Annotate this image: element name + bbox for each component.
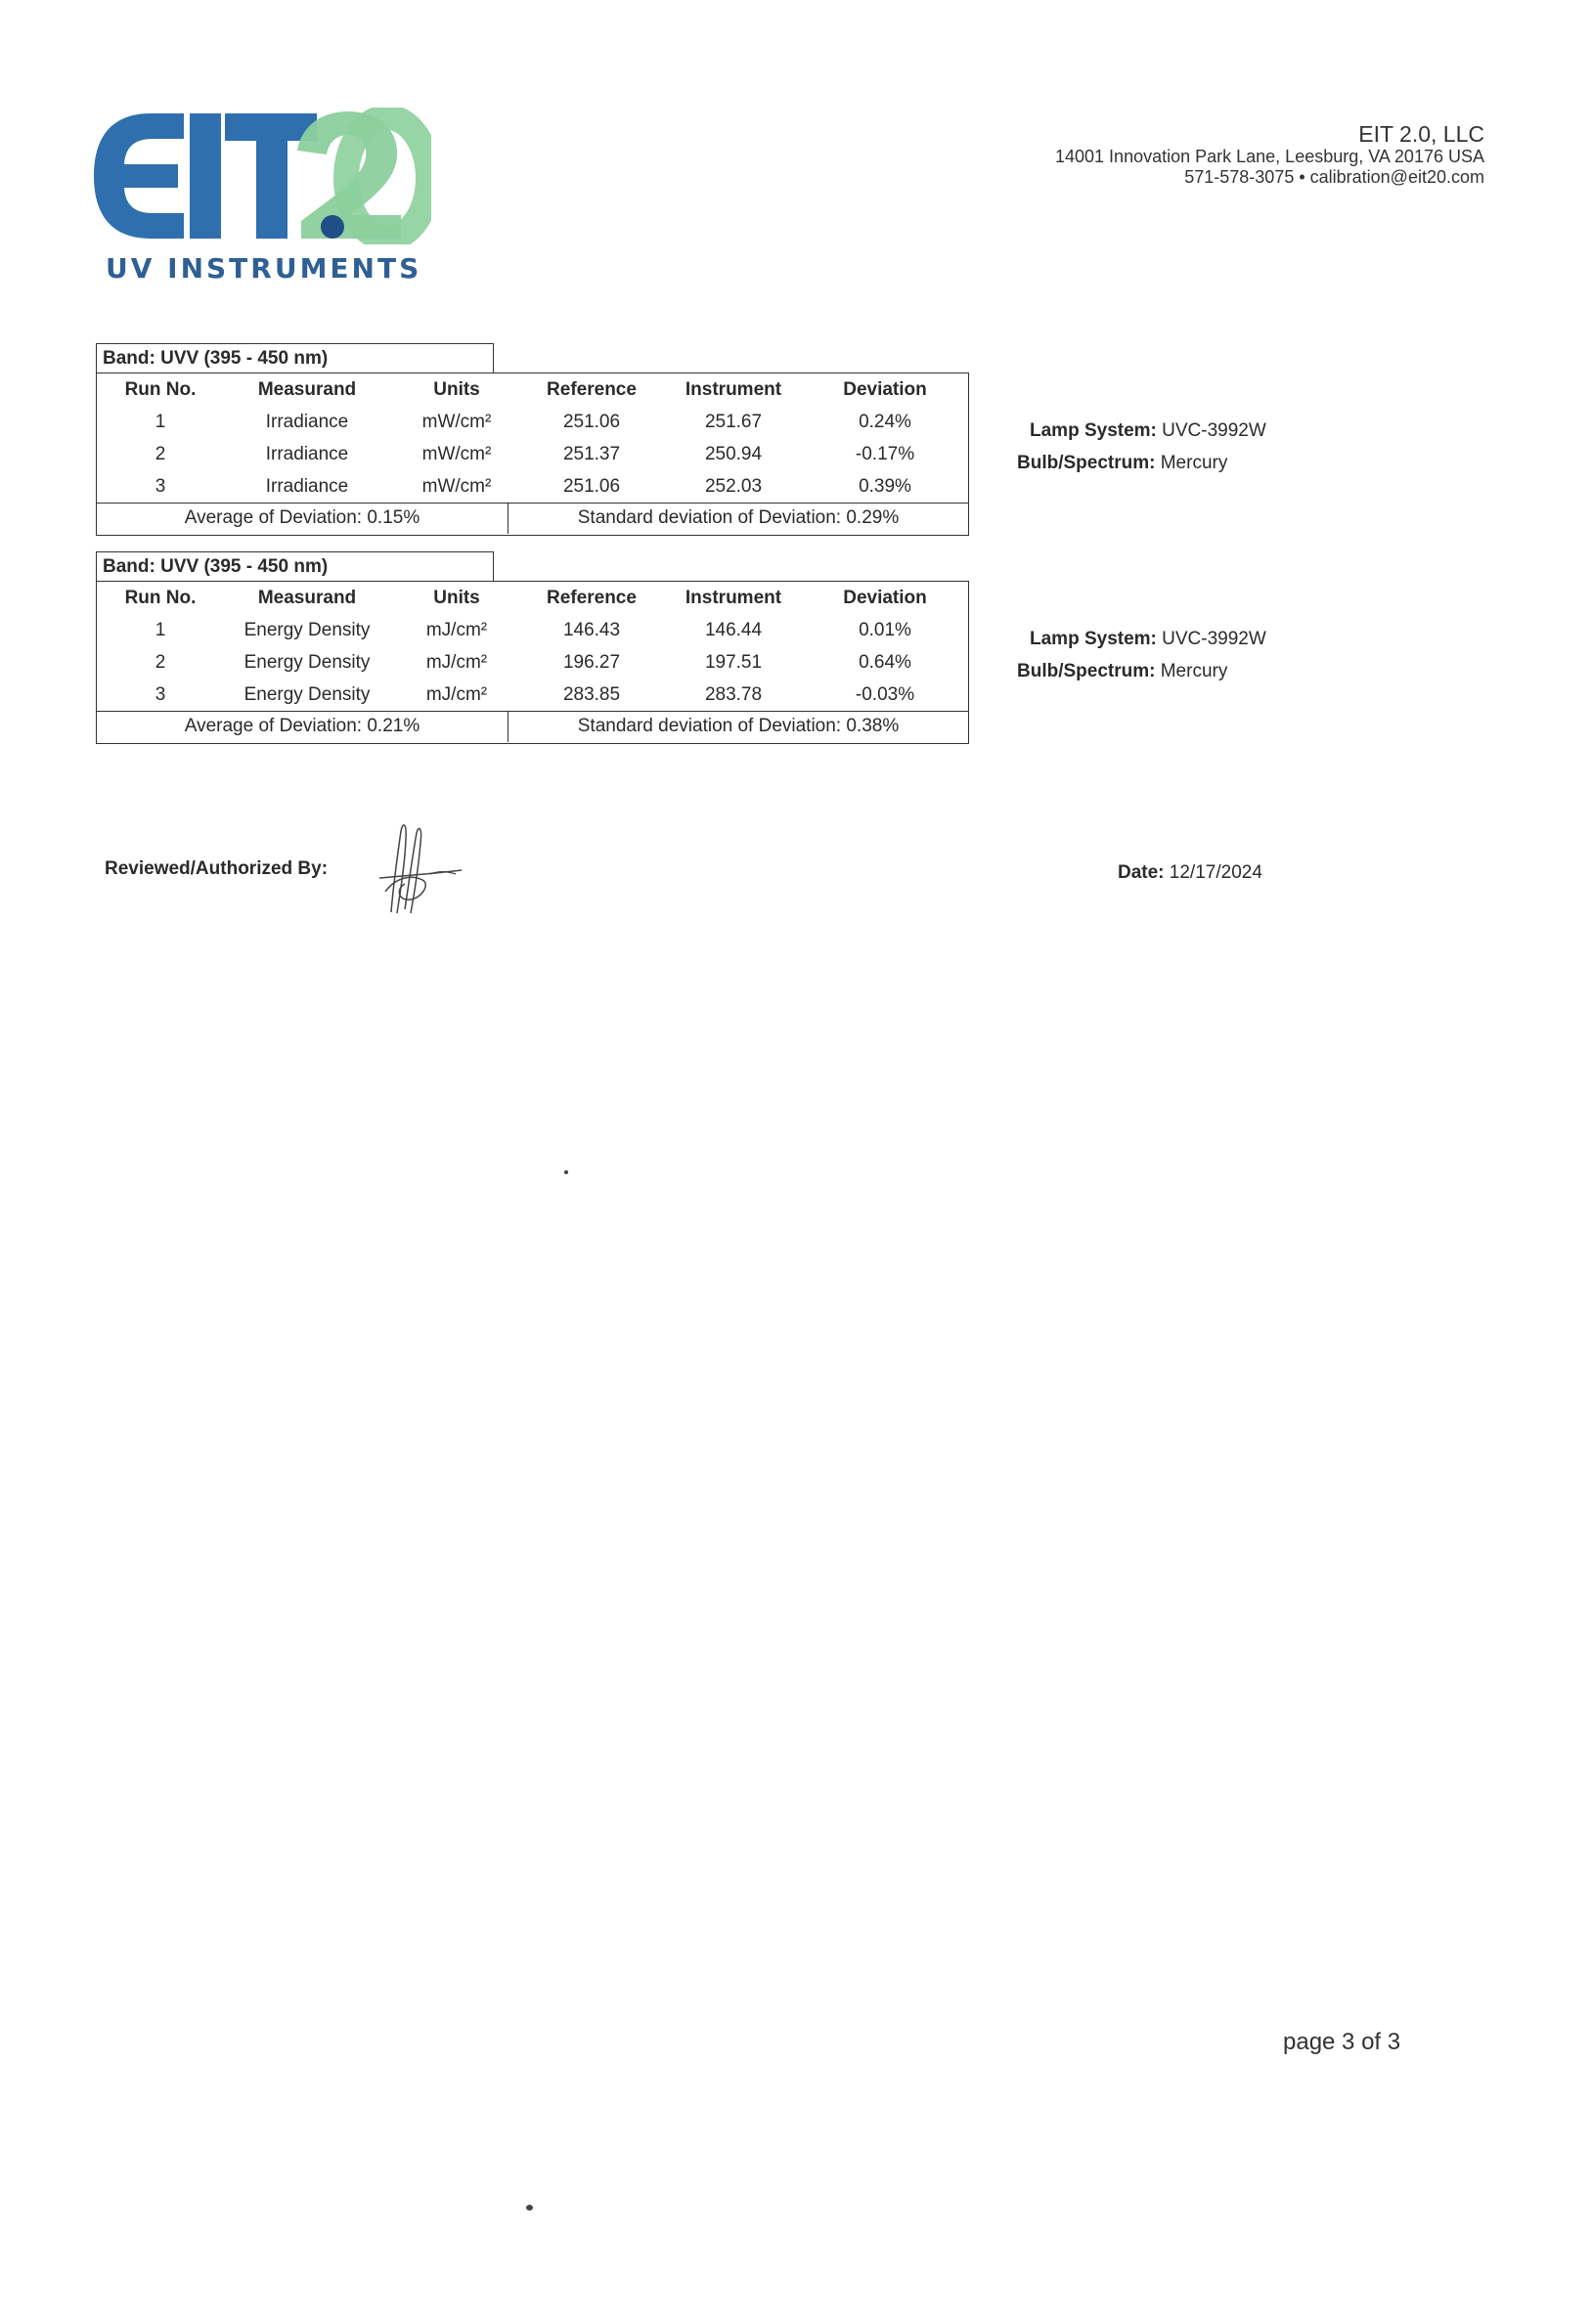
scan-speck [526, 2205, 533, 2211]
date-label: Date: [1118, 862, 1165, 883]
cell-run: 1 [155, 412, 166, 432]
lamp-system-label: Lamp System: [1030, 420, 1157, 441]
cell-reference: 283.85 [562, 684, 621, 705]
cell-deviation: 0.39% [859, 476, 911, 497]
cell-instrument: 283.78 [704, 684, 763, 705]
cell-measurand: Energy Density [243, 620, 371, 640]
table-summary-row [97, 711, 968, 742]
cell-deviation: 0.24% [859, 412, 911, 432]
cell-deviation: -0.17% [855, 444, 915, 464]
col-measurand: Measurand [257, 588, 357, 608]
company-info [1055, 121, 1484, 188]
col-reference: Reference [547, 588, 637, 608]
cell-reference: 146.43 [562, 620, 621, 640]
table-row [97, 470, 968, 503]
date-value: 12/17/2024 [1169, 862, 1262, 883]
cell-reference: 251.06 [562, 476, 621, 497]
col-instrument: Instrument [685, 379, 782, 400]
lamp-info-2 [1017, 623, 1266, 687]
col-instrument: Instrument [685, 588, 782, 608]
cell-measurand: Energy Density [243, 652, 371, 673]
col-measurand: Measurand [257, 379, 357, 400]
table-row [97, 679, 968, 711]
eit20-logo-mark [94, 108, 431, 244]
col-units: Units [433, 379, 480, 400]
cell-run: 3 [155, 476, 166, 497]
lamp-system-value: UVC-3992W [1162, 629, 1266, 649]
cell-instrument: 250.94 [704, 444, 763, 464]
col-run-no: Run No. [124, 379, 197, 400]
band-label: Band: UVV (395 - 450 nm) [96, 343, 494, 373]
bulb-spectrum-line [1017, 447, 1266, 479]
bulb-spectrum-line [1017, 655, 1266, 687]
page-number: page 3 of 3 [1283, 2029, 1401, 2055]
company-contact: 571-578-3075 • calibration@eit20.com [1184, 167, 1484, 187]
cell-instrument: 251.67 [704, 412, 763, 432]
cell-units: mW/cm² [421, 476, 492, 497]
average-deviation: Average of Deviation: 0.15% [97, 504, 509, 534]
lamp-system-value: UVC-3992W [1162, 420, 1266, 441]
reviewed-by-label: Reviewed/Authorized By: [105, 858, 329, 879]
col-deviation: Deviation [843, 379, 927, 400]
cell-instrument: 146.44 [704, 620, 763, 640]
cell-run: 2 [155, 652, 166, 673]
cell-reference: 196.27 [562, 652, 621, 673]
table-row [97, 614, 968, 646]
table-header-row [97, 582, 968, 614]
cell-measurand: Irradiance [265, 444, 349, 464]
cell-run: 2 [155, 444, 166, 464]
signature-image [372, 819, 469, 922]
scan-speck [564, 1170, 568, 1174]
cell-reference: 251.37 [562, 444, 621, 464]
std-deviation: Standard deviation of Deviation: 0.38% [577, 716, 900, 736]
cell-units: mJ/cm² [425, 620, 488, 640]
table-summary-row [97, 503, 968, 534]
lamp-info-1 [1017, 415, 1266, 479]
cell-units: mW/cm² [421, 444, 492, 464]
cell-reference: 251.06 [562, 412, 621, 432]
cell-units: mW/cm² [421, 412, 492, 432]
col-reference: Reference [547, 379, 637, 400]
lamp-system-line [1017, 623, 1266, 655]
col-run-no: Run No. [124, 588, 197, 608]
table-row [97, 438, 968, 470]
cell-deviation: -0.03% [855, 684, 915, 705]
cell-measurand: Irradiance [265, 476, 349, 497]
average-deviation: Average of Deviation: 0.21% [97, 712, 509, 742]
table-header-row [97, 373, 968, 406]
lamp-system-line [1017, 415, 1266, 447]
col-units: Units [433, 588, 480, 608]
bulb-spectrum-label: Bulb/Spectrum: [1017, 453, 1156, 473]
cell-units: mJ/cm² [425, 684, 488, 705]
std-deviation: Standard deviation of Deviation: 0.29% [577, 507, 900, 528]
bulb-spectrum-label: Bulb/Spectrum: [1017, 661, 1156, 681]
logo-subtitle: UV INSTRUMENTS [106, 252, 422, 285]
bulb-spectrum-value: Mercury [1160, 661, 1228, 681]
date-line [1118, 862, 1262, 884]
cell-instrument: 252.03 [704, 476, 763, 497]
cell-measurand: Irradiance [265, 412, 349, 432]
table-row [97, 646, 968, 679]
cell-units: mJ/cm² [425, 652, 488, 673]
cell-run: 1 [155, 620, 166, 640]
band-label: Band: UVV (395 - 450 nm) [96, 551, 494, 581]
company-address: 14001 Innovation Park Lane, Leesburg, VA 20176 USA [1055, 147, 1484, 166]
data-table [96, 581, 969, 744]
cell-instrument: 197.51 [704, 652, 763, 673]
col-deviation: Deviation [843, 588, 927, 608]
bulb-spectrum-value: Mercury [1160, 453, 1228, 473]
lamp-system-label: Lamp System: [1030, 629, 1157, 649]
company-logo [94, 108, 436, 293]
table-row [97, 406, 968, 438]
cell-measurand: Energy Density [243, 684, 371, 705]
company-name: EIT 2.0, LLC [1358, 121, 1484, 147]
cell-run: 3 [155, 684, 166, 705]
data-table [96, 373, 969, 536]
cell-deviation: 0.64% [859, 652, 911, 673]
cell-deviation: 0.01% [859, 620, 911, 640]
